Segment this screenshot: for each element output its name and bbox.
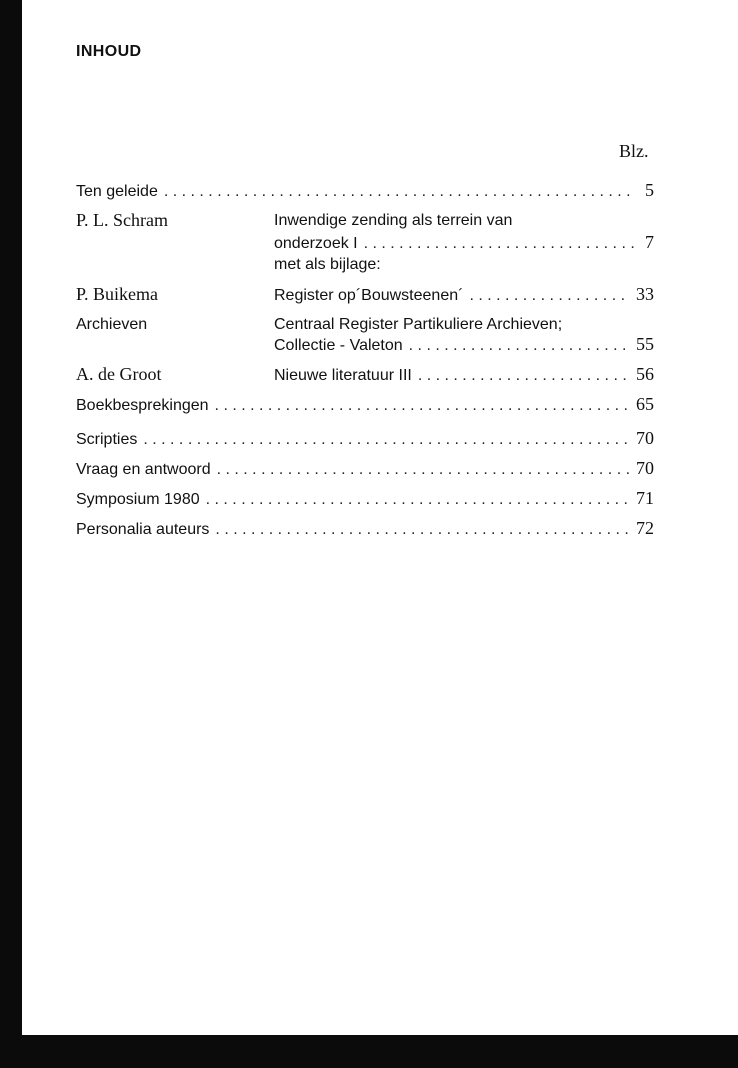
leader-dots <box>364 235 634 253</box>
toc-entry-page: 56 <box>636 364 654 384</box>
toc-entry-title: Inwendige zending als terrein van <box>274 212 513 229</box>
toc-entry-page: 7 <box>645 232 654 252</box>
leader-dots <box>217 461 630 479</box>
page-column-label: Blz. <box>619 141 649 161</box>
toc-entry-personalia <box>76 518 654 539</box>
toc-entry-page: 55 <box>636 334 654 354</box>
toc-entry-title: Centraal Register Partikuliere Archieven; <box>274 316 563 333</box>
leader-dots <box>164 183 634 201</box>
leader-dots <box>143 431 630 449</box>
toc-entry-symposium <box>76 488 654 509</box>
toc-entry-title: Boekbesprekingen <box>76 397 209 414</box>
toc-entry-schram <box>274 232 654 253</box>
toc-section: Archieven <box>76 316 148 333</box>
toc-entry-boekbesprekingen <box>76 394 654 415</box>
leader-dots <box>215 521 630 539</box>
toc-entry-note: met als bijlage: <box>274 256 381 273</box>
toc-entry-title: Vraag en antwoord <box>76 461 211 478</box>
toc-author: P. L. Schram <box>76 210 168 230</box>
scan-border-bottom <box>0 1035 738 1068</box>
toc-entry-title: Scripties <box>76 431 138 448</box>
toc-entry-archieven <box>274 334 654 355</box>
toc-entry-scripties <box>76 428 654 449</box>
toc-entry-page: 70 <box>636 458 654 478</box>
leader-dots <box>215 397 630 415</box>
toc-entry-title: Collectie - Valeton <box>274 337 403 354</box>
toc-entry-de-groot <box>274 364 654 385</box>
toc-entry-ten-geleide <box>76 180 654 201</box>
scan-border-left <box>0 0 22 1068</box>
toc-entry-title: Ten geleide <box>76 183 158 200</box>
toc-entry-title: Register op´Bouwsteenen´ <box>274 287 464 304</box>
toc-entry-title: Nieuwe literatuur III <box>274 367 412 384</box>
toc-entry-title: onderzoek I <box>274 235 358 252</box>
toc-entry-page: 72 <box>636 518 654 538</box>
leader-dots <box>469 287 630 305</box>
leader-dots <box>409 337 630 355</box>
page-title: INHOUD <box>76 43 142 60</box>
toc-entry-page: 70 <box>636 428 654 448</box>
toc-entry-vraag-en-antwoord <box>76 458 654 479</box>
toc-entry-buikema <box>274 284 654 305</box>
leader-dots <box>206 491 630 509</box>
toc-entry-title: Symposium 1980 <box>76 491 200 508</box>
toc-entry-page: 5 <box>645 180 654 200</box>
toc-entry-page: 65 <box>636 394 654 414</box>
toc-author: A. de Groot <box>76 364 162 384</box>
toc-entry-page: 33 <box>636 284 654 304</box>
toc-author: P. Buikema <box>76 284 159 304</box>
toc-entry-title: Personalia auteurs <box>76 521 210 538</box>
toc-entry-page: 71 <box>636 488 654 508</box>
leader-dots <box>418 367 630 385</box>
